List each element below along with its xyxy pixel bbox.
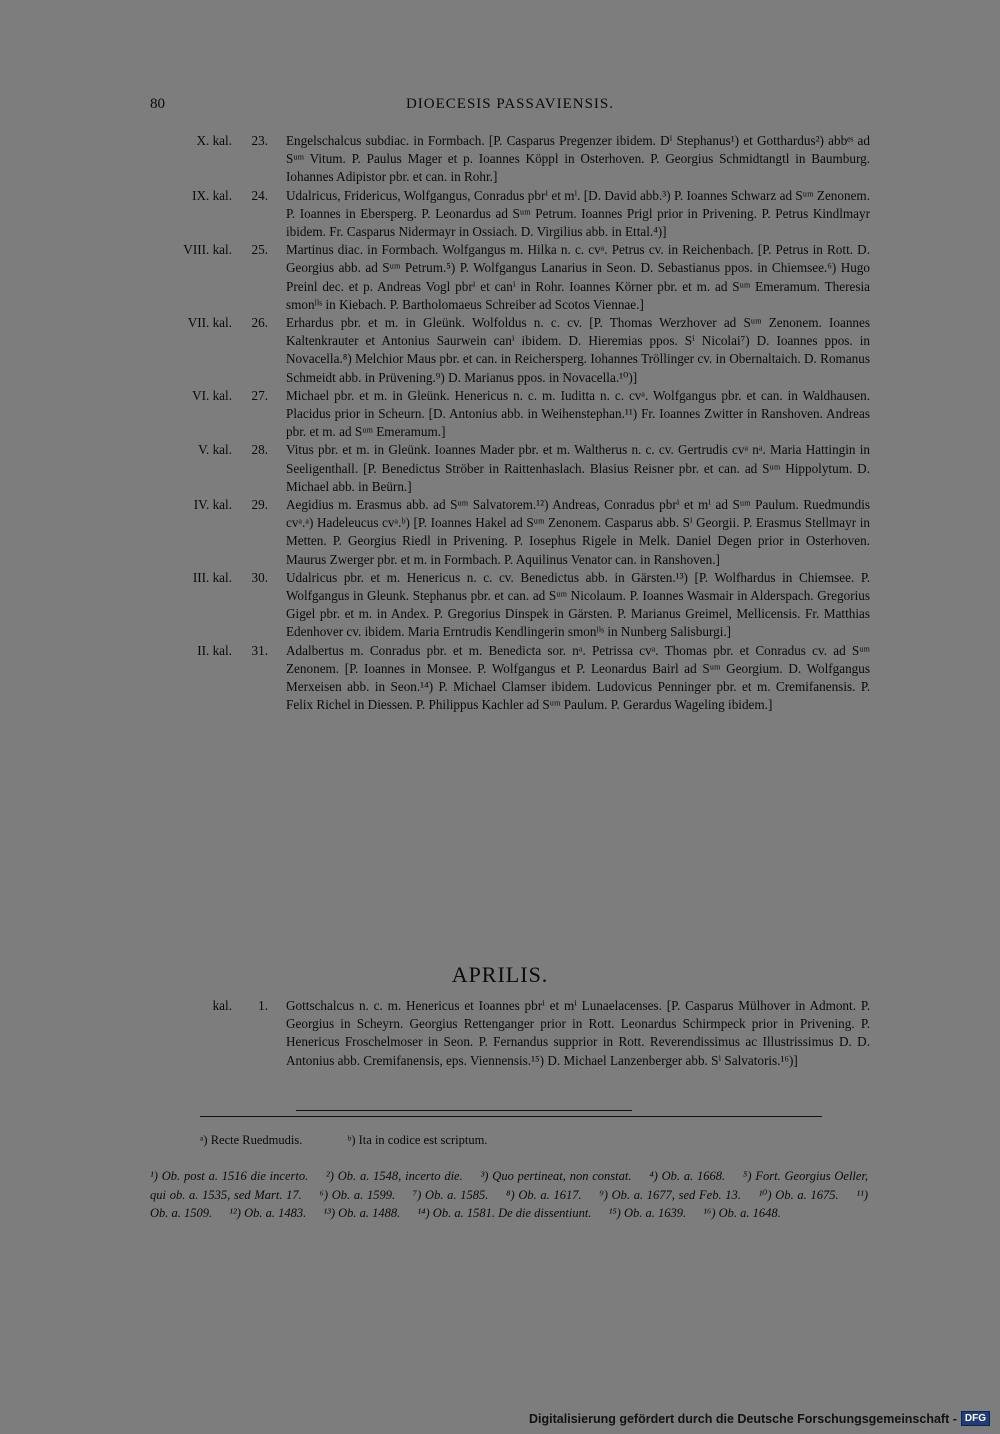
footnote: ⁶) Ob. a. 1599. xyxy=(319,1187,396,1202)
page-title: DIOECESIS PASSAVIENSIS. xyxy=(405,96,615,112)
entry-text: Vitus pbr. et m. in Gleünk. Ioannes Mader pbr. et m. Waltherus n. c. cv. Gertrudis cvᵃ nᵃ. Maria Hattingin in Seeligenthall. [P. Benedictus Ströber in Raittenhaslach. Blasius Reisner pbr. et can. ad Sᵘᵐ Hippolytum. D. Michael abb. in Beürn.] xyxy=(286,442,870,494)
entry-kal: IV. kal. xyxy=(193,497,232,513)
entry-text: Michael pbr. et m. in Gleünk. Henericus n. c. m. Iuditta n. c. cvᵃ. Wolfgangus pbr. et can. in Waldhausen. Placidus prior in Scheurn. [D. Antonius abb. in Weihenstephan.¹¹) Fr. Ioannes Zwitter in Ranshoven. Andreas pbr. et m. ad Sᵘᵐ Emeramum.] xyxy=(286,387,870,440)
entry-day: 26. xyxy=(251,315,268,331)
footnote: ¹¹) Ob. a. 1509. xyxy=(150,1187,869,1220)
aprilis-entries xyxy=(140,997,870,1070)
entry-day: 27. xyxy=(251,387,268,403)
entry-kal: IX. kal. xyxy=(192,187,232,203)
footnote: ¹⁰) Ob. a. 1675. xyxy=(758,1187,839,1202)
entry-kal: III. kal. xyxy=(192,569,232,585)
page-header xyxy=(150,96,870,118)
entry-april-1 xyxy=(140,997,870,1070)
page-number: 80 xyxy=(150,96,165,112)
footnote: ²) Ob. a. 1548, incerto die. xyxy=(326,1169,463,1183)
entry-day: 1. xyxy=(258,998,268,1013)
entry-kal: VIII. kal. xyxy=(183,242,232,258)
entry-kal: VI. kal. xyxy=(192,387,232,403)
entry-day: 30. xyxy=(251,569,268,585)
footnote: ⁷) Ob. a. 1585. xyxy=(412,1187,489,1202)
footnote: ⁸) Ob. a. 1617. xyxy=(506,1187,582,1202)
footnote: ¹⁶) Ob. a. 1648. xyxy=(703,1206,781,1220)
funding-text: Digitalisierung gefördert durch die Deutsche Forschungsgemeinschaft - xyxy=(529,1411,957,1426)
footnote: ¹³) Ob. a. 1488. xyxy=(323,1206,401,1220)
letter-notes xyxy=(200,1133,822,1148)
letter-note: ᵃ) Recte Ruedmudis. xyxy=(200,1133,303,1147)
footnote: ⁵) Fort. Georgius Oeller, qui ob. a. 1535, sed Mart. 17. xyxy=(150,1169,869,1202)
entry-text: Udalricus, Fridericus, Wolfgangus, Conradus pbrⁱ et mⁱ. [D. David abb.³) P. Ioannes Schwarz ad Sᵘᵐ Zenonem. P. Ioannes in Ebersperg. P. Leonardus ad Sᵘᵐ Petrum. Ioannes Prigl prior in Privening. P. Petrus Kindlmayr ibidem. Fr. Casparus Nidermayr in Ossiach. D. Virgilius abb. in Ettal.⁴)] xyxy=(286,187,870,240)
divider-rule xyxy=(296,1110,632,1111)
footnote-rule xyxy=(200,1116,822,1117)
entry-day: 28. xyxy=(251,442,268,458)
entries-list xyxy=(140,132,870,715)
entry-text: Erhardus pbr. et m. in Gleünk. Wolfoldus n. c. cv. [P. Thomas Werzhover ad Sᵘᵐ Zenonem. Ioannes Kaltenkrauter et Antonius Saurwein canⁱ ibidem. D. Hieremias ppos. Sⁱ Nicolai⁷) D. Ioannes ppos. in Novacella.⁸) Melchior Maus pbr. et can. in Reichersperg. Iohannes Tröllinger cv. in Obernaltaich. D. Romanus Schmeidt abb. in Prüvening.⁹) D. Marianus ppos. in Novacella.¹⁰)] xyxy=(286,315,870,385)
footnote: ⁹) Ob. a. 1677, sed Feb. 13. xyxy=(599,1187,741,1202)
entry-24 xyxy=(140,187,870,242)
entry-day: 31. xyxy=(251,642,268,658)
footnote: ¹⁵) Ob. a. 1639. xyxy=(608,1206,687,1220)
letter-note: ᵇ) Ita in codice est scriptum. xyxy=(347,1133,488,1147)
entry-day: 24. xyxy=(251,187,268,203)
footnotes xyxy=(150,1167,868,1223)
entry-day: 25. xyxy=(251,242,268,258)
entry-text: Aegidius m. Erasmus abb. ad Sᵘᵐ Salvatorem.¹²) Andreas, Conradus pbrⁱ et mⁱ ad Sᵘᵐ Paulum. Ruedmundis cvᵃ.ᵃ) Hadeleucus cvᵃ.ᵇ) [P. Ioannes Hakel ad Sᵘᵐ Zenonem. Casparus abb. Sⁱ Georgii. P. Erasmus Stellmayr in Metten. P. Georgius Riedl in Privening. P. Iosephus Rigele in Melk. Daniel Degen prior in Osterhoven. Maurus Zwerger pbr. et m. in Formbach. P. Aquilinus Venator can. in Ranshoven.] xyxy=(286,497,870,567)
entry-kal: V. kal. xyxy=(198,442,232,458)
entry-25 xyxy=(140,241,870,314)
entry-text: Udalricus pbr. et m. Henericus n. c. cv. Benedictus abb. in Gärsten.¹³) [P. Wolfhardus in Chiemsee. P. Wolfgangus in Gleunk. Stephanus pbr. et can. ad Sᵘᵐ Nicolaum. P. Ioannes Wasmair in Alderspach. Gregorius Gigel pbr. et m. in Andex. P. Gregorius Dinspek in Gärsten. P. Marianus Greimel, Mellicensis. Fr. Matthias Edenhover cv. ibidem. Maria Erntrudis Kendlingerin smonˡⁱˢ in Nunberg Salisburgi.] xyxy=(286,569,870,640)
footnote: ³) Quo pertineat, non constat. xyxy=(480,1169,632,1183)
entry-kal: II. kal. xyxy=(197,642,232,658)
month-heading: APRILIS. xyxy=(451,962,549,987)
footnote: ⁴) Ob. a. 1668. xyxy=(649,1169,726,1183)
entry-kal: kal. xyxy=(212,998,232,1013)
entry-29 xyxy=(140,496,870,569)
footnote: ¹) Ob. post a. 1516 die incerto. xyxy=(150,1169,309,1183)
footnote: ¹⁴) Ob. a. 1581. De die dissentiunt. xyxy=(417,1206,592,1220)
entry-text: Engelschalcus subdiac. in Formbach. [P. Casparus Pregenzer ibidem. Dⁱ Stephanus¹) et Gotthardus²) abbᵉˢ ad Sᵘᵐ Vitum. P. Paulus Mager et p. Ioannes Köppl in Osterhoven. P. Georgius Schmidtangtl in Baumburg. Iohannes Adipistor pbr. et can. in Rohr.] xyxy=(286,133,870,185)
entry-31 xyxy=(140,642,870,715)
entry-28 xyxy=(140,441,870,496)
dfg-logo-icon: DFG xyxy=(961,1411,990,1426)
footnote: ¹²) Ob. a. 1483. xyxy=(229,1206,307,1220)
entry-27 xyxy=(140,387,870,442)
entry-30 xyxy=(140,569,870,642)
entry-text: Adalbertus m. Conradus pbr. et m. Benedicta sor. nᵃ. Petrissa cvᵃ. Thomas pbr. et Conradus cv. ad Sᵘᵐ Zenonem. [P. Ioannes in Monsee. P. Wolfgangus et P. Leonardus Bairl ad Sᵘᵐ Georgium. D. Wolfgangus Merxeisen abb. in Seon.¹⁴) P. Michael Clamser ibidem. Ludovicus Penninger pbr. et m. Cremifanensis. P. Felix Richel in Diessen. P. Philippus Kachler ad Sᵘᵐ Paulum. P. Gerardus Wageling ibidem.] xyxy=(286,642,870,713)
entry-kal: VII. kal. xyxy=(187,315,232,331)
entry-day: 23. xyxy=(251,133,268,148)
entry-day: 29. xyxy=(251,497,268,513)
entry-23 xyxy=(140,132,870,187)
entry-kal: X. kal. xyxy=(196,133,232,148)
entry-26 xyxy=(140,314,870,387)
entry-text: Gottschalcus n. c. m. Henericus et Ioannes pbrⁱ et mⁱ Lunaelacenses. [P. Casparus Mülhover in Admont. P. Georgius in Scheyrn. Georgius Rettenganger prior in Rott. Leonardus Schirmpeck prior in Privening. P. Henericus Froschelmoser in Seon. P. Fernandus supprior in Rott. Reverendissimus ac Illustrissimus D. D. Antonius abb. Cremifanensis, eps. Viennensis.¹⁵) D. Michael Lanzenberger abb. Sⁱ Salvatoris.¹⁶)] xyxy=(286,998,870,1068)
funding-footer xyxy=(529,1411,990,1426)
entry-text: Martinus diac. in Formbach. Wolfgangus m. Hilka n. c. cvᵃ. Petrus cv. in Reichenbach. [P. Petrus in Rott. D. Georgius abb. ad Sᵘᵐ Petrum.⁵) P. Wolfgangus Lanarius in Seon. D. Sebastianus ppos. in Chiemsee.⁶) Hugo Preinl dec. et p. Andreas Vogl pbrⁱ et canⁱ in Rohr. Ioannes Körner pbr. et m. ad Sᵘᵐ Emeramum. Theresia smonˡⁱˢ in Kiebach. P. Bartholomaeus Schreiber ad Scotos Viennae.] xyxy=(286,242,870,312)
